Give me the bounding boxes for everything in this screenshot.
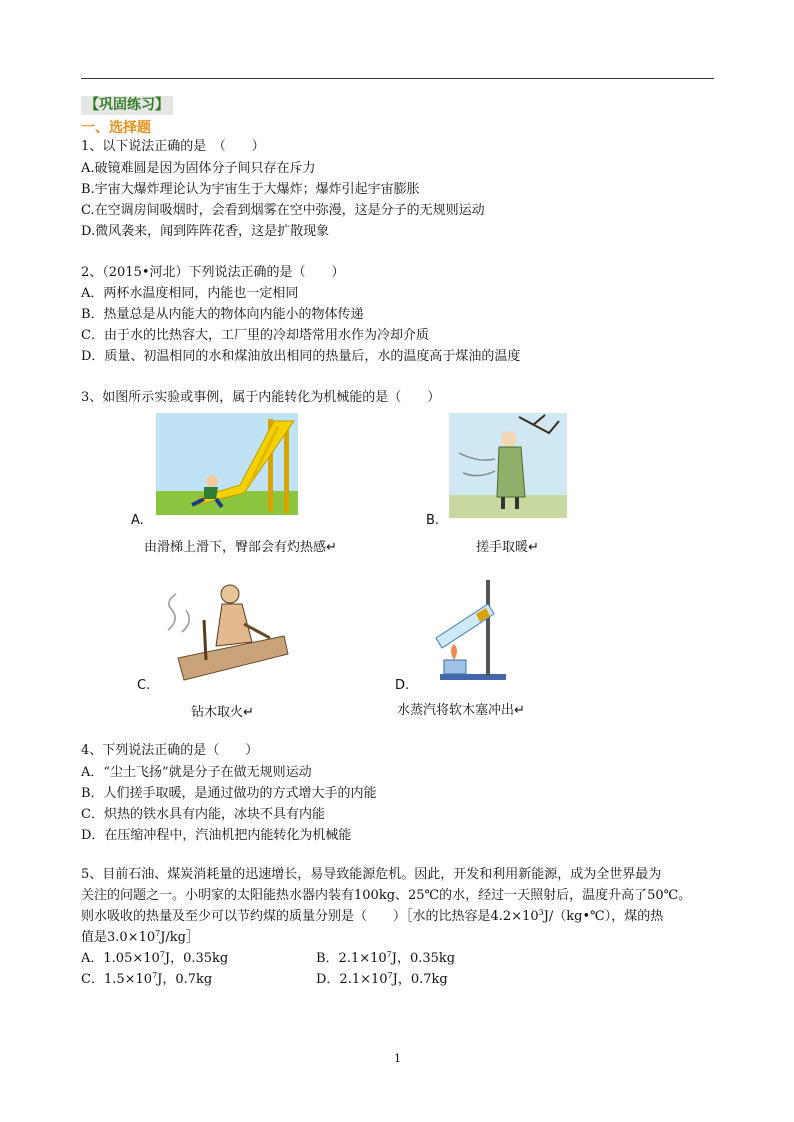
drilling-wood-figure bbox=[160, 580, 290, 685]
q1-option-a: A.破镜难圆是因为固体分子间只存在斥力 bbox=[81, 161, 316, 176]
q4-stem: 4、下列说法正确的是（ ） bbox=[81, 743, 259, 758]
q5-stem-line-3: 则水吸收的热量及至少可以节约煤的质量分别是（ ）［水的比热容是$4.2\times 10^3J/(kg•℃)$，煤的热 bbox=[81, 908, 664, 924]
q3-figure-b-caption: 搓手取暖↵ bbox=[476, 540, 539, 555]
q2-option-a: A．两杯水温度相同，内能也一定相同 bbox=[81, 286, 299, 301]
q5-option-d: D．$2.1\times 10^7J$，0.7kg bbox=[316, 971, 448, 987]
q3-figure-d-letter: D. bbox=[395, 678, 410, 693]
q3-figure-c-letter: C. bbox=[137, 678, 151, 693]
q4-option-b: B．人们搓手取暖，是通过做功的方式增大手的内能 bbox=[81, 786, 377, 801]
q3-figure-b-letter: B. bbox=[426, 513, 440, 528]
q2-stem: 2、（2015•河北）下列说法正确的是（ ） bbox=[81, 265, 345, 280]
q5-stem-line-1: 5、目前石油、煤炭消耗量的迅速增长，易导致能源危机。因此，开发和利用新能源，成为全世界最为 bbox=[81, 867, 662, 882]
q3-figure-c-caption: 钻木取火↵ bbox=[191, 705, 254, 720]
q3-stem: 3、如图所示实验或事例，属于内能转化为机械能的是（ ） bbox=[81, 390, 441, 405]
q4-option-c: C．炽热的铁水具有内能，冰块不具有内能 bbox=[81, 807, 325, 822]
practice-tag: 【巩固练习】 bbox=[81, 96, 173, 115]
q5-stem-line-2: 关注的问题之一。小明家的太阳能热水器内装有100kg、25℃的水，经过一天照射后，温度升高了50℃。 bbox=[81, 888, 692, 903]
q1-option-c: C.在空调房间吸烟时，会看到烟雾在空中弥漫，这是分子的无规则运动 bbox=[81, 203, 485, 218]
page-number: 1 bbox=[394, 1052, 401, 1065]
slide-figure bbox=[156, 413, 298, 515]
q2-option-d: D．质量、初温相同的水和煤油放出相同的热量后，水的温度高于煤油的温度 bbox=[81, 349, 521, 364]
q3-figure-a-letter: A. bbox=[131, 513, 144, 528]
rubbing-hands-figure bbox=[449, 413, 567, 518]
q2-option-c: C．由于水的比热容大，工厂里的冷却塔常用水作为冷却介质 bbox=[81, 328, 429, 343]
q5-stem-line-4: 值是$3.0\times 10^7J/kg]$ bbox=[81, 929, 199, 945]
q5-option-c: C．$1.5\times 10^7J$，0.7kg bbox=[81, 971, 213, 987]
q1-option-b: B.宇宙大爆炸理论认为宇宙生于大爆炸；爆炸引起宇宙膨胀 bbox=[81, 182, 420, 197]
q1-stem: 1、以下说法正确的是 （ ） bbox=[81, 139, 265, 154]
q5-option-a: A．$1.05\times 10^7J$，0.35kg bbox=[81, 950, 229, 966]
q2-option-b: B．热量总是从内能大的物体向内能小的物体传递 bbox=[81, 307, 364, 322]
header-rule bbox=[81, 78, 714, 79]
q4-option-a: A．“尘土飞扬”就是分子在做无规则运动 bbox=[81, 765, 312, 780]
q3-figure-d-caption: 水蒸汽将软木塞冲出↵ bbox=[397, 703, 525, 718]
q5-option-b: B．$2.1\times 10^7J$，0.35kg bbox=[316, 950, 456, 966]
q1-option-d: D.微风袭来，闻到阵阵花香，这是扩散现象 bbox=[81, 224, 330, 239]
q4-option-d: D．在压缩冲程中，汽油机把内能转化为机械能 bbox=[81, 828, 352, 843]
q3-figure-a-caption: 由滑梯上滑下，臀部会有灼热感↵ bbox=[144, 540, 337, 555]
section-title: 一、选择题 bbox=[81, 120, 151, 136]
test-tube-figure bbox=[426, 578, 514, 686]
